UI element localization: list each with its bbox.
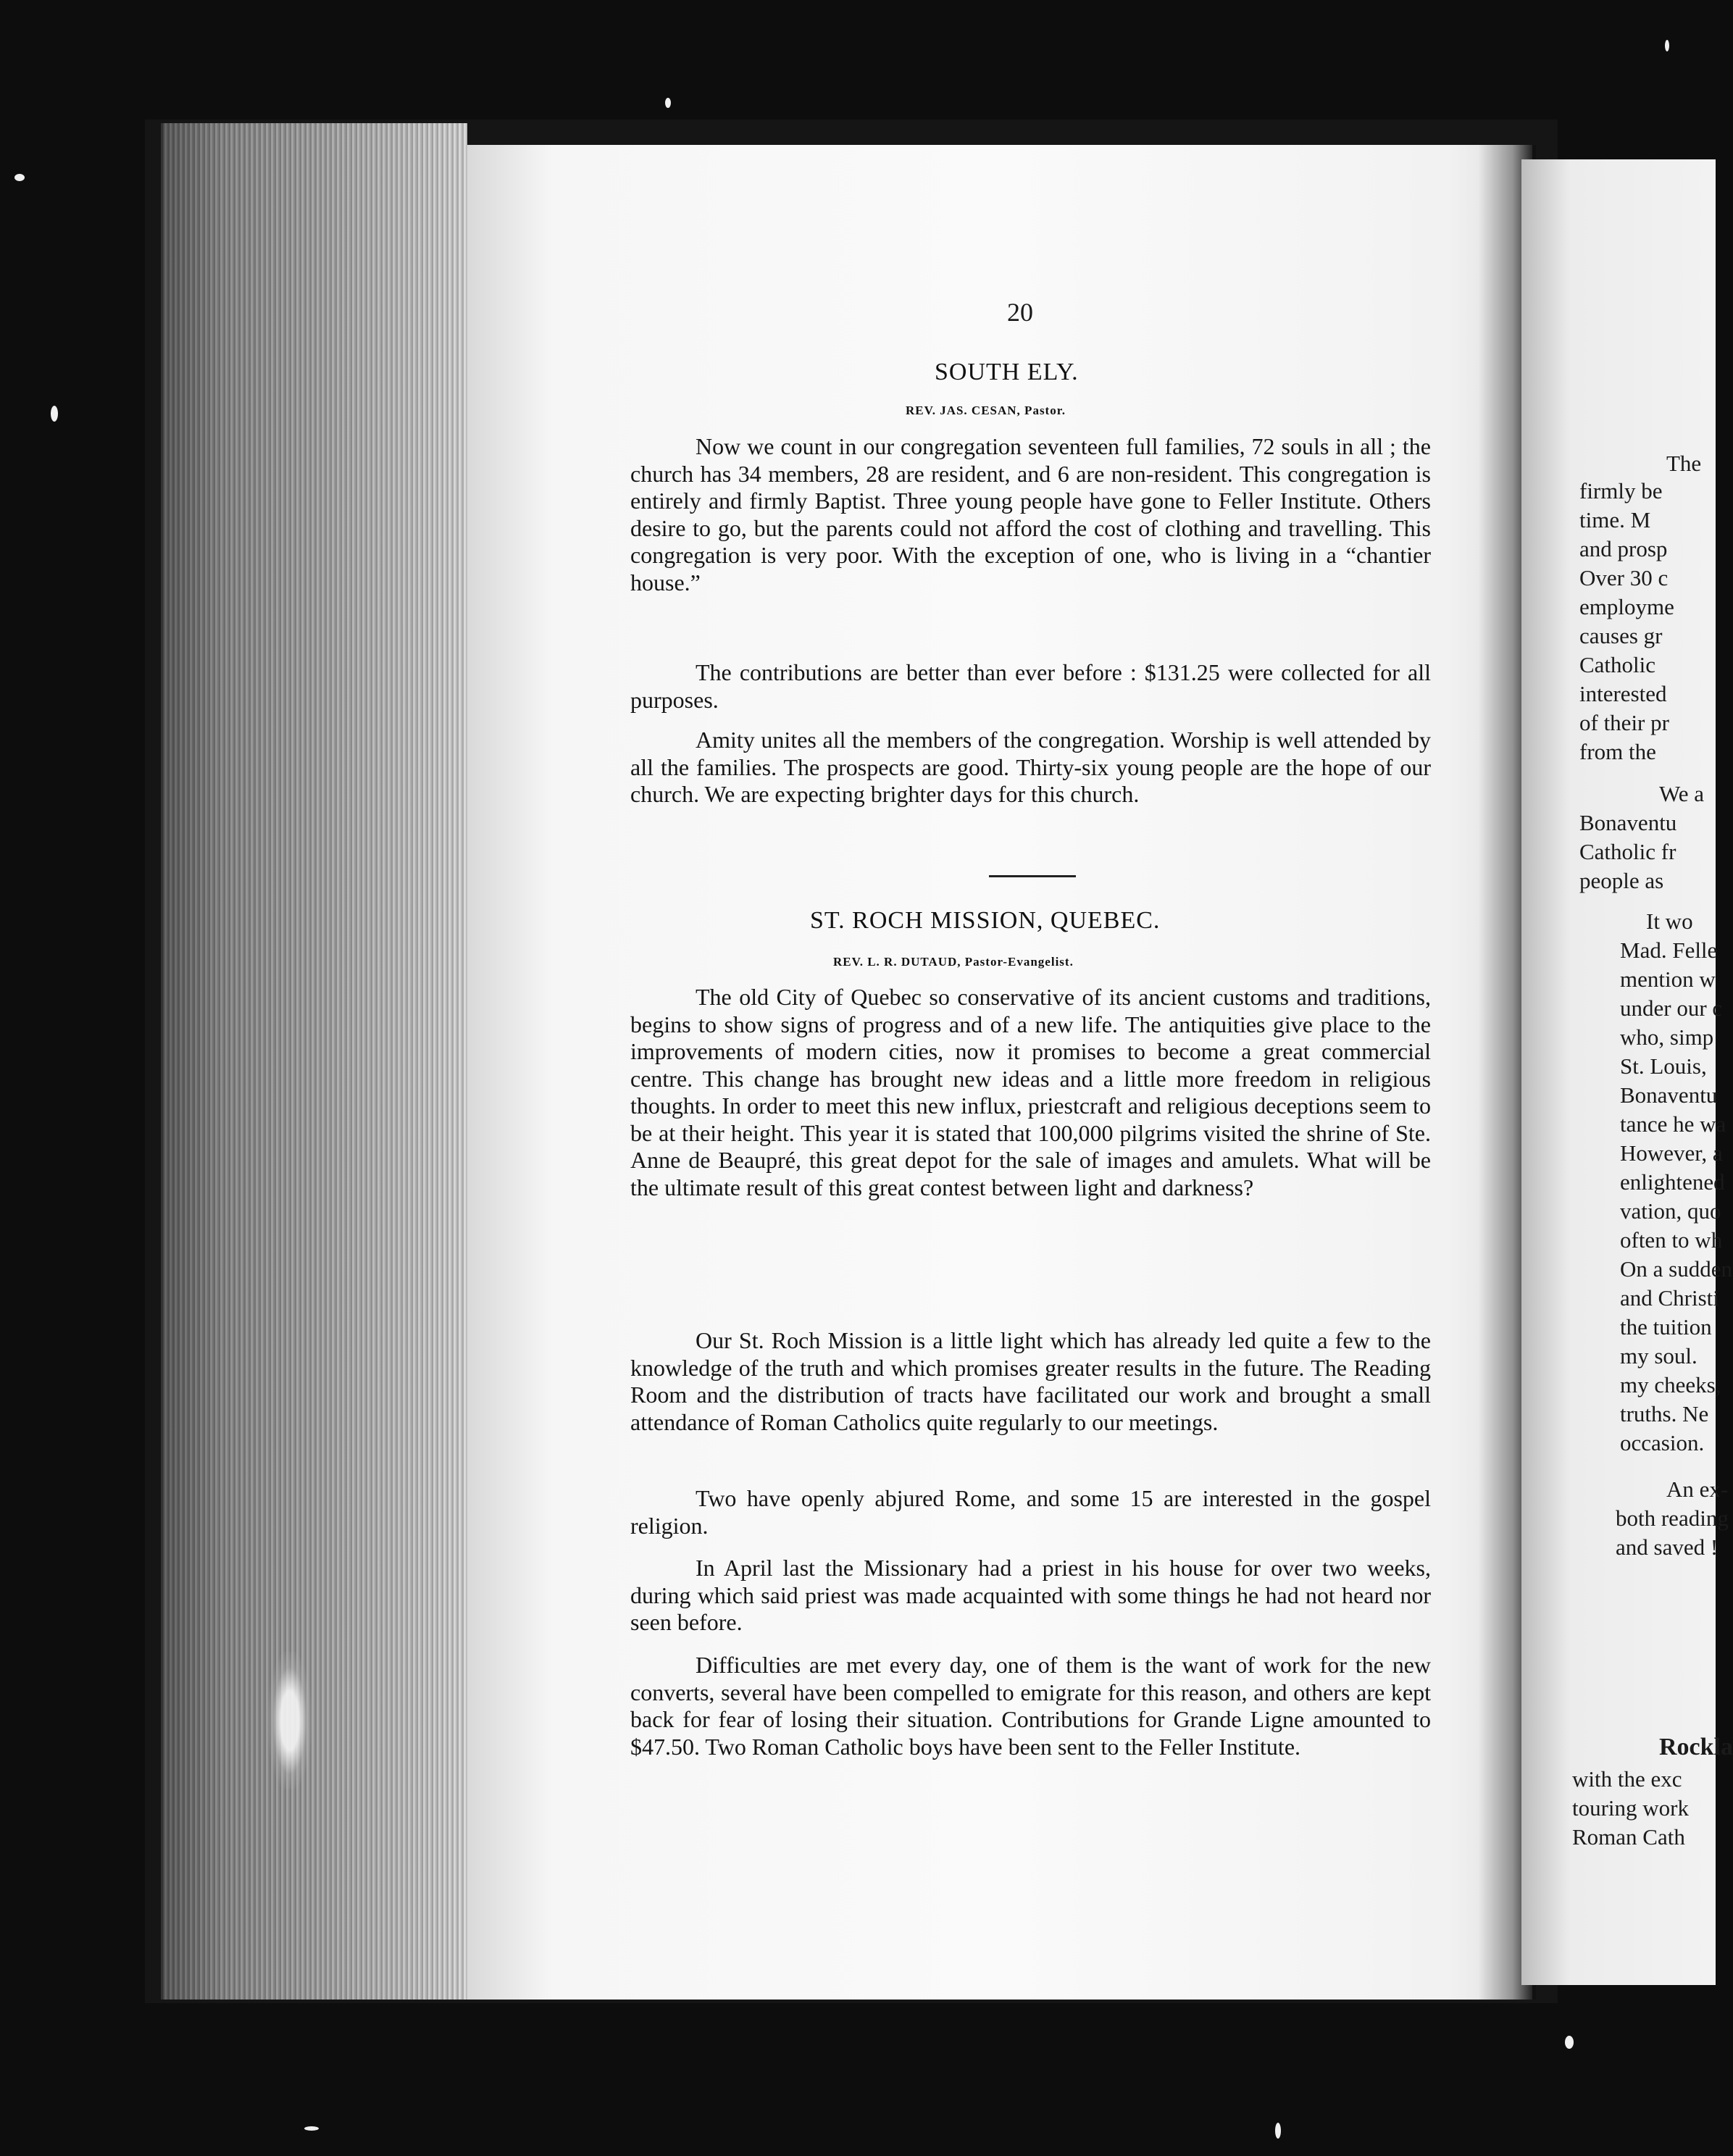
right-page-line: employme xyxy=(1579,594,1674,619)
right-page-line: under our c xyxy=(1620,995,1723,1021)
right-page-line: time. M xyxy=(1579,507,1651,532)
right-page-line: We a xyxy=(1659,781,1705,806)
right-page-line: The xyxy=(1666,451,1702,476)
scan-speck xyxy=(51,406,58,422)
right-page-line: who, simp xyxy=(1620,1024,1714,1050)
paragraph: The contributions are better than ever before : $131.25 were collected for all purposes. xyxy=(630,659,1431,713)
scan-speck xyxy=(1565,2036,1574,2049)
right-page-line: occasion. xyxy=(1620,1430,1705,1455)
right-page-line: people as xyxy=(1579,868,1664,893)
right-page-line: Over 30 c xyxy=(1579,565,1669,590)
paragraph: The old City of Quebec so conservative of its ancient customs and traditions, begins to show signs of progress and of a new life. The antiquities give place to the improvements of modern cities, now it promises to become a great commercial centre. This change has brought new ideas and a little more freedom in religious thoughts. In order to meet this new influx, priestcraft and religious deceptions seem to be at their height. This year it is stated that 100,000 pilgrims visited the shrine of Ste. Anne de Beaupré, this great depot for the sale of images and amulets. What will be the ultimate result of this great contest between light and darkness? xyxy=(630,984,1431,1200)
right-page-line: from the xyxy=(1579,739,1656,764)
right-page-line: vation, quo xyxy=(1620,1198,1721,1224)
right-page-line: enlightened xyxy=(1620,1169,1725,1195)
right-page-line: mention w xyxy=(1620,966,1716,992)
scan-speck xyxy=(1275,2123,1281,2139)
book-page-edges xyxy=(161,123,467,2000)
paragraph: Amity unites all the members of the congregation. Worship is well attended by all the families. The prospects are good. Thirty-six young people are the hope of our church. We are expecting brighter days for this church. xyxy=(630,727,1431,807)
right-page-line: tance he wa xyxy=(1620,1111,1726,1137)
section-title-st-roch: ST. ROCH MISSION, QUEBEC. xyxy=(810,907,1161,934)
right-page-line: and prosp xyxy=(1579,536,1668,561)
right-page-line: Bonaventu xyxy=(1579,810,1677,835)
right-page-line: On a sudden xyxy=(1620,1256,1732,1282)
pastor-line-south-ely: REV. JAS. CESAN, Pastor. xyxy=(906,404,1066,417)
scan-speck xyxy=(1665,40,1669,51)
pastor-line-st-roch: REV. L. R. DUTAUD, Pastor-Evangelist. xyxy=(833,955,1074,969)
right-page-line: Catholic xyxy=(1579,652,1656,677)
right-page-line: my cheeks, xyxy=(1620,1372,1721,1397)
right-page-line: the tuition xyxy=(1620,1314,1712,1340)
right-page-line: often to wh xyxy=(1620,1227,1723,1253)
right-page-line: Bonaventu xyxy=(1620,1082,1718,1108)
paragraph: Our St. Roch Mission is a little light which has already led quite a few to the knowledge of the truth and which promises greater results in the future. The Reading Room and the distribution of tracts have facilitated our work and brought a small attendance of Roman Catholics quite regularly to our meetings. xyxy=(630,1327,1431,1435)
right-page-line: my soul. xyxy=(1620,1343,1697,1369)
right-page-line: of their pr xyxy=(1579,710,1669,735)
paragraph: Difficulties are met every day, one of them is the want of work for the new converts, several have been compelled to emigrate for this reason, and others are kept back for fear of losing their situation. Contributions for Grande Ligne amounted to $47.50. Two Roman Catholic boys have been sent to the Feller Institute. xyxy=(630,1652,1431,1760)
page-number: 20 xyxy=(1007,298,1033,327)
scan-speck xyxy=(665,98,671,108)
right-page-line: An ex- xyxy=(1666,1476,1729,1502)
scan-speck xyxy=(304,2126,319,2131)
right-page-line: St. Louis, xyxy=(1620,1053,1707,1079)
paragraph: In April last the Missionary had a priest in his house for over two weeks, during which said priest was made acquainted with some things he had not heard nor seen before. xyxy=(630,1555,1431,1635)
right-page-line: firmly be xyxy=(1579,478,1663,504)
right-page-line: Roman Cath xyxy=(1572,1824,1685,1850)
right-page-line: Catholic fr xyxy=(1579,839,1676,864)
right-page-line: causes gr xyxy=(1579,623,1663,648)
right-page-line: Mad. Felle xyxy=(1620,937,1718,963)
section-title-south-ely: SOUTH ELY. xyxy=(935,359,1079,385)
right-page-line: and saved ! xyxy=(1616,1534,1719,1560)
right-page-line: and Christi xyxy=(1620,1285,1719,1311)
right-page-line: However, a xyxy=(1620,1140,1723,1166)
right-page-line: both reading xyxy=(1616,1505,1729,1531)
paragraph: Now we count in our congregation seventeen full families, 72 souls in all ; the church has 34 members, 28 are resident, and 6 are non-resident. This congregation is entirely and firmly Baptist. Three young people have gone to Feller Institute. Others desire to go, but the parents could not afford the cost of clothing and travelling. This congregation is very poor. With the exception of one, who is living in a “chantier house.” xyxy=(630,433,1431,596)
right-page-line: touring work xyxy=(1572,1795,1690,1821)
scan-speck xyxy=(14,174,25,181)
paragraph: Two have openly abjured Rome, and some 15 are interested in the gospel religion. xyxy=(630,1485,1431,1539)
right-page-line: with the exc xyxy=(1572,1766,1682,1792)
right-page-line: It wo xyxy=(1646,908,1693,934)
page-edge-stain xyxy=(268,1652,312,1789)
section-divider xyxy=(989,875,1076,877)
right-page-line: interested xyxy=(1579,681,1667,706)
right-page-heading: Rockla xyxy=(1659,1734,1733,1760)
right-page-line: truths. Ne xyxy=(1620,1401,1709,1426)
